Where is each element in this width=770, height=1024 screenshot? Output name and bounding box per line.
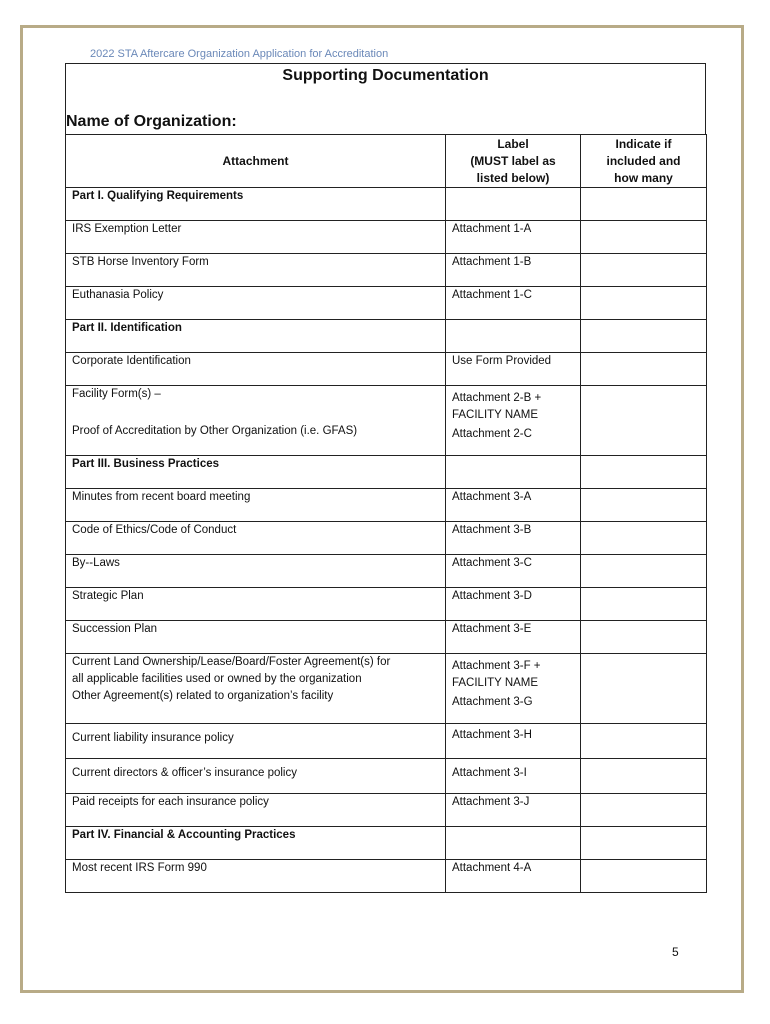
included-cell[interactable] [581,456,707,489]
table-row [66,794,707,827]
included-cell[interactable] [581,860,707,893]
attachment-name-group [66,654,446,724]
attachment-label: FACILITY NAME [452,409,539,421]
attachment-name-group [66,386,446,456]
attachment-label: Attachment 1-B [446,254,581,287]
included-cell[interactable] [581,759,707,794]
organization-name-label: Name of Organization: [66,113,237,130]
section-title: Part III. Business Practices [66,456,446,489]
section-title: Part IV. Financial & Accounting Practices [66,827,446,860]
attachment-label: Attachment 3-H [446,724,581,759]
attachment-name: all applicable facilities used or owned by the organization [72,673,362,685]
attachment-name: Proof of Accreditation by Other Organization (i.e. GFAS) [72,425,358,437]
attachment-label: Attachment 3-J [446,794,581,827]
attachment-name: Most recent IRS Form 990 [66,860,446,893]
included-cell[interactable] [581,588,707,621]
attachment-name: Minutes from recent board meeting [66,489,446,522]
included-cell[interactable] [581,724,707,759]
section-title: Part I. Qualifying Requirements [66,188,446,221]
included-cell[interactable] [581,287,707,320]
included-cell[interactable] [581,353,707,386]
table-row [66,555,707,588]
page-number: 5 [672,945,679,959]
included-cell[interactable] [581,221,707,254]
attachment-label: Attachment 3-D [446,588,581,621]
table-row [66,287,707,320]
section-row-part1 [66,188,707,221]
attachment-label: Attachment 4-A [446,860,581,893]
attachment-label: Attachment 3-G [452,696,533,708]
included-cell[interactable] [581,188,707,221]
table-row [66,522,707,555]
document-header: 2022 STA Aftercare Organization Application for Accreditation [90,48,389,60]
table-row [66,621,707,654]
table-row [66,724,707,759]
included-cell[interactable] [581,386,707,456]
attachment-label: Attachment 2-C [452,428,532,440]
attachment-label: FACILITY NAME [452,677,539,689]
attachment-label: Attachment 3-F + [452,660,541,672]
section-title: Part II. Identification [66,320,446,353]
table-row [66,386,707,456]
attachment-name: Strategic Plan [66,588,446,621]
included-cell[interactable] [581,827,707,860]
included-cell[interactable] [581,320,707,353]
section-row-part4 [66,827,707,860]
attachment-label: Attachment 2-B + [452,392,542,404]
attachment-label: Attachment 3-B [446,522,581,555]
table-row [66,353,707,386]
attachment-name: Succession Plan [66,621,446,654]
label-cell [446,827,581,860]
table-row [66,489,707,522]
column-header-included: Indicate if included and how many [581,135,707,188]
table-row [66,759,707,794]
page-title: Supporting Documentation [282,67,489,84]
table-header-row [66,135,707,188]
attachment-name: Other Agreement(s) related to organization’s facility [72,690,334,702]
label-cell [446,456,581,489]
attachment-name: Code of Ethics/Code of Conduct [66,522,446,555]
table-row [66,654,707,724]
attachment-name: By--Laws [66,555,446,588]
label-cell [446,188,581,221]
attachment-name: Paid receipts for each insurance policy [66,794,446,827]
attachment-name: Facility Form(s) – [72,388,161,400]
attachment-name: Euthanasia Policy [66,287,446,320]
attachment-label-group [446,386,581,456]
table-row [66,860,707,893]
included-cell[interactable] [581,522,707,555]
attachment-label-group [446,654,581,724]
attachment-name: IRS Exemption Letter [66,221,446,254]
column-header-attachment: Attachment [66,135,446,188]
column-header-label: Label (MUST label as listed below) [446,135,581,188]
attachment-name: STB Horse Inventory Form [66,254,446,287]
table-row [66,588,707,621]
included-cell[interactable] [581,794,707,827]
section-row-part2 [66,320,707,353]
attachment-name: Current directors & officer’s insurance policy [66,759,446,794]
attachment-label: Attachment 1-A [446,221,581,254]
table-row [66,221,707,254]
attachment-label: Use Form Provided [446,353,581,386]
attachment-label: Attachment 3-C [446,555,581,588]
attachment-label: Attachment 3-I [446,759,581,794]
attachment-label: Attachment 1-C [446,287,581,320]
attachment-label: Attachment 3-E [446,621,581,654]
included-cell[interactable] [581,654,707,724]
section-row-part3 [66,456,707,489]
title-box [65,63,706,135]
supporting-documents-table [65,134,707,893]
attachment-name: Corporate Identification [66,353,446,386]
included-cell[interactable] [581,555,707,588]
table-row [66,254,707,287]
attachment-label: Attachment 3-A [446,489,581,522]
label-cell [446,320,581,353]
included-cell[interactable] [581,489,707,522]
included-cell[interactable] [581,254,707,287]
attachment-name: Current Land Ownership/Lease/Board/Foster Agreement(s) for [72,656,391,668]
included-cell[interactable] [581,621,707,654]
attachment-name: Current liability insurance policy [66,724,446,759]
